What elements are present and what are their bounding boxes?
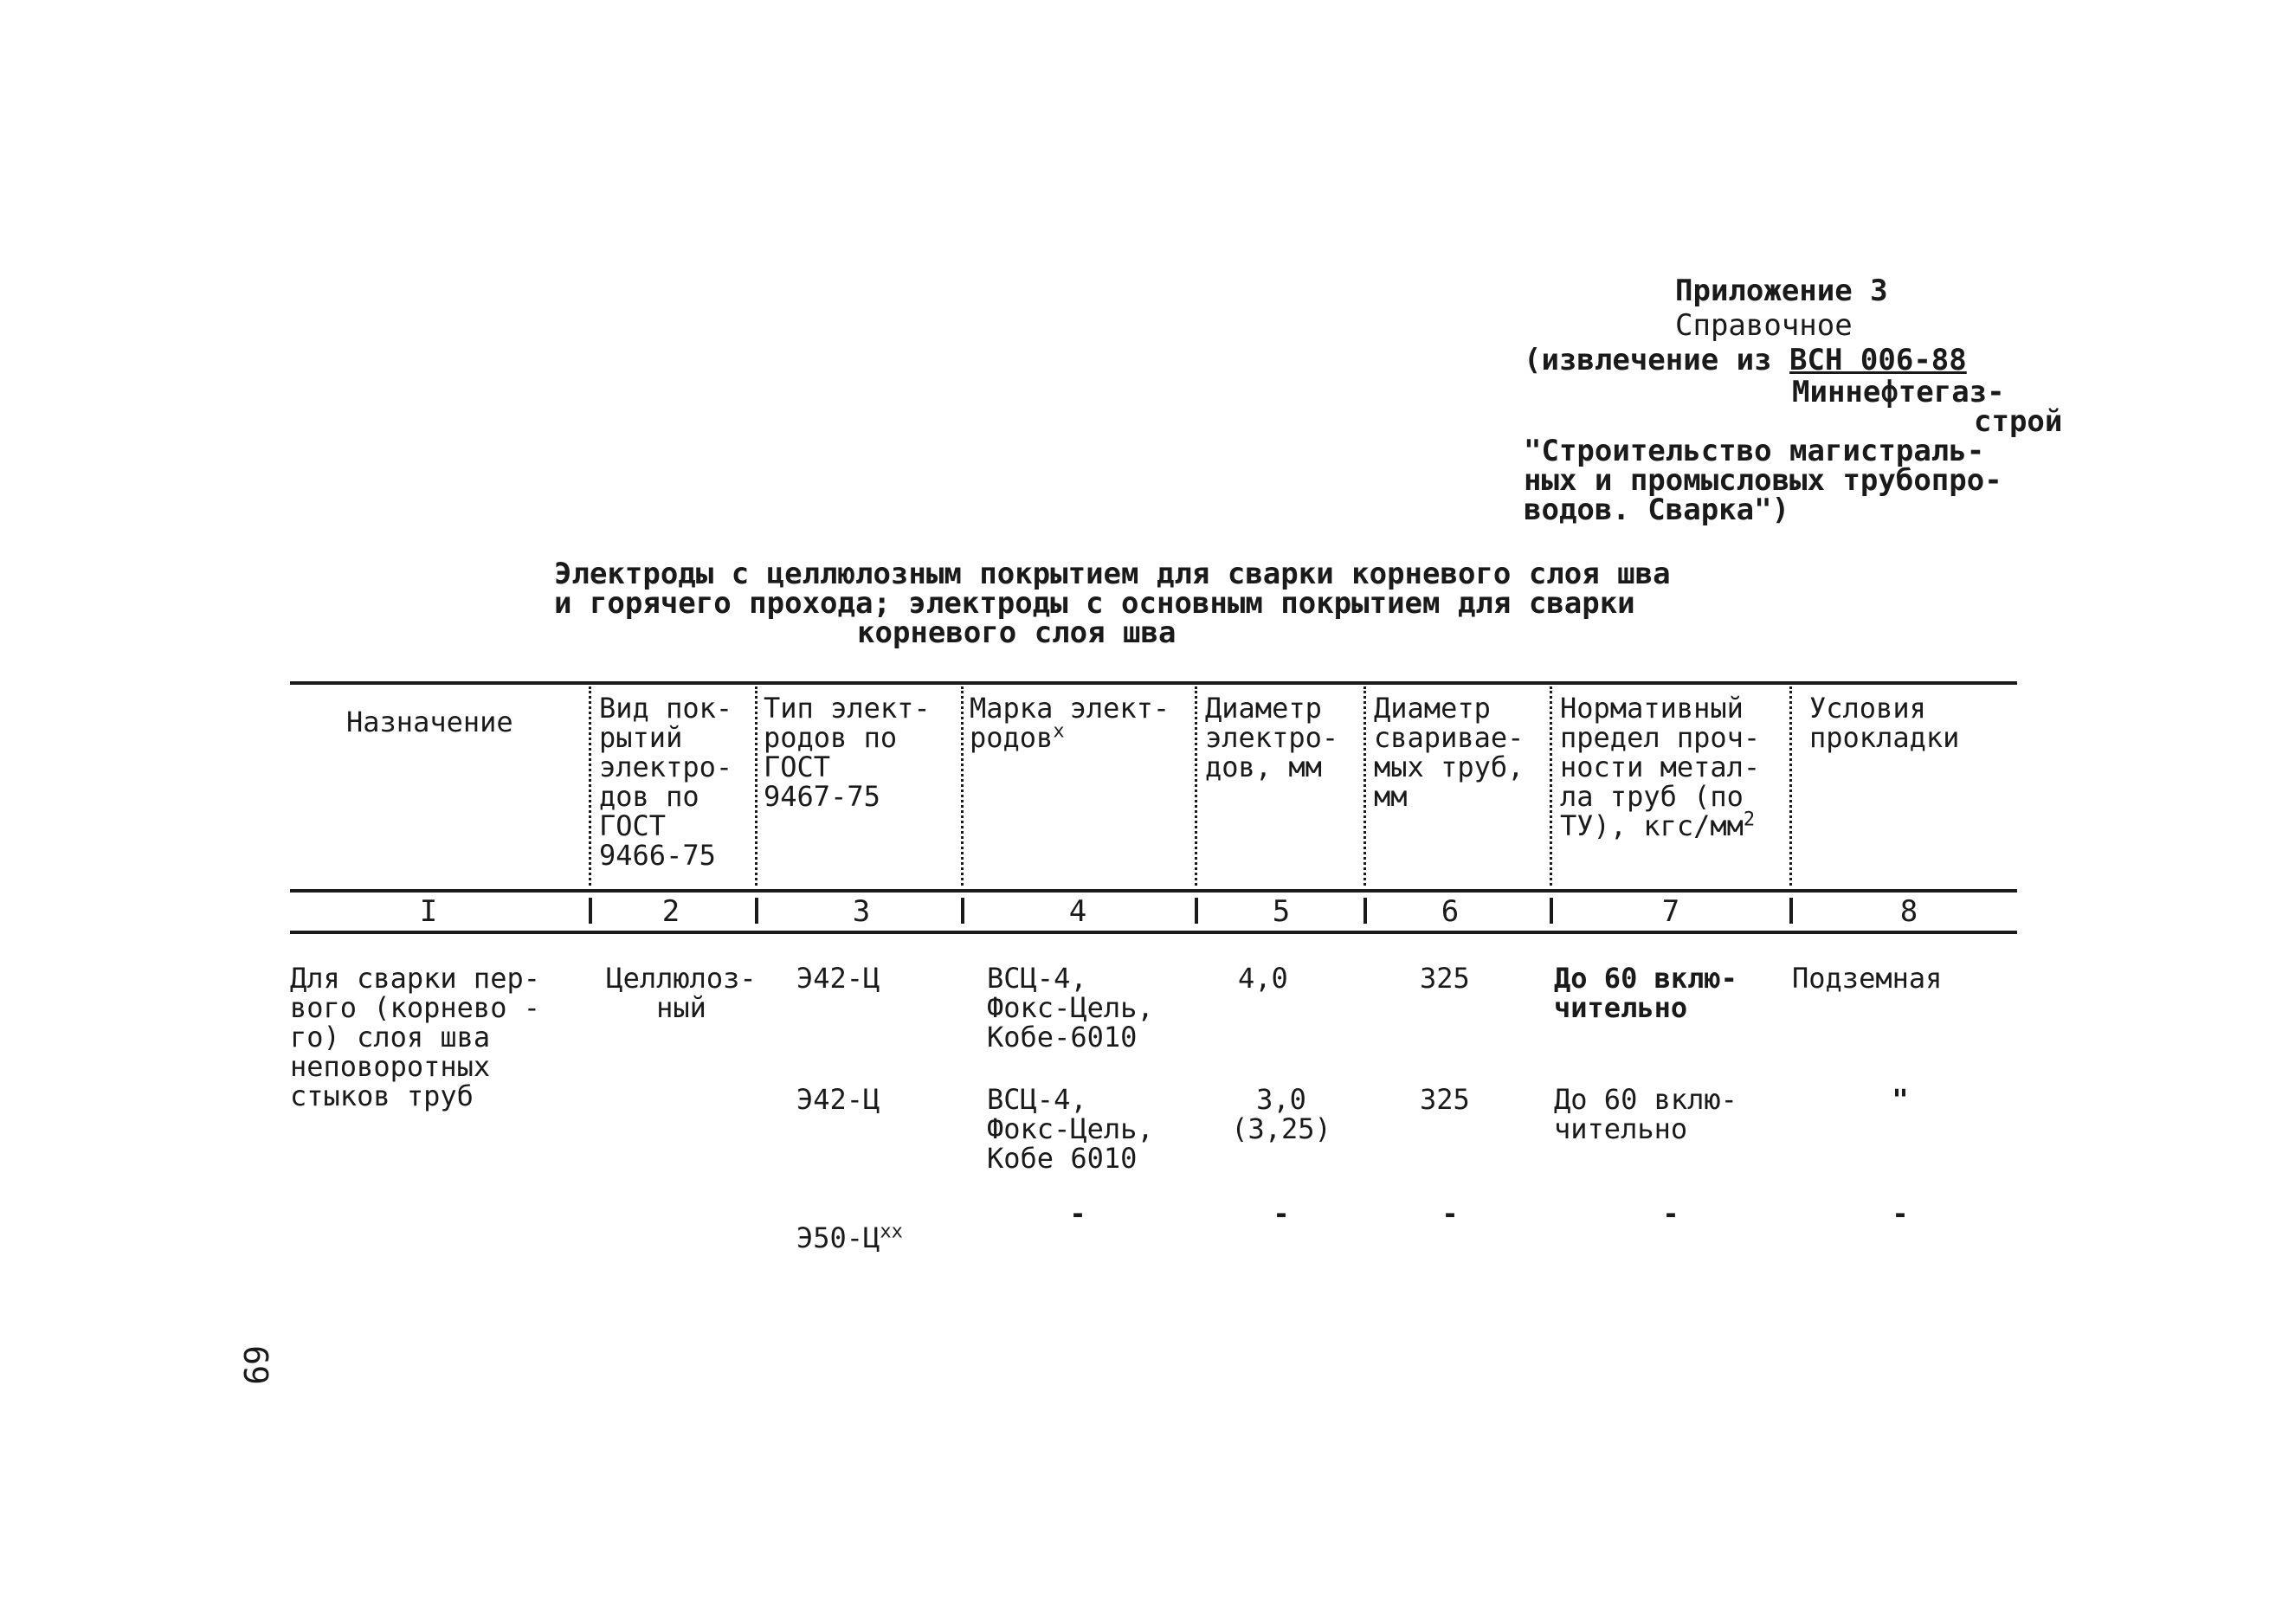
column-number: I: [419, 894, 438, 929]
brand-footnote-mark: х: [1053, 720, 1065, 743]
header-separator: [755, 686, 757, 886]
source-prefix: (извлечение из: [1524, 343, 1790, 377]
row3-electrode-brand: -: [1069, 1197, 1086, 1230]
caption-line-2: и горячего прохода; электроды с основным покрытием для сварки: [554, 586, 1635, 621]
number-separator: [589, 898, 592, 924]
header-bottom-rule: [290, 889, 2017, 893]
appendix-source: [1524, 343, 2043, 377]
header-laying-conditions: Условия прокладки: [1809, 692, 1960, 754]
header-separator: [1363, 686, 1366, 886]
header-separator: [961, 686, 964, 886]
square-mark: 2: [1743, 809, 1756, 831]
column-number: 7: [1661, 894, 1680, 929]
appendix-header: [1524, 274, 2063, 527]
row1-strength: До 60 вклю- чительно: [1554, 962, 1737, 1024]
doc-title-line-3: водов. Сварка"): [1524, 493, 1790, 527]
number-separator: [755, 898, 758, 924]
row1-electrode-diameter: 4,0: [1238, 962, 1288, 995]
row3-electrode-diameter: -: [1273, 1197, 1290, 1230]
number-separator: [1363, 898, 1367, 924]
caption-line-3: корневого слоя шва: [857, 615, 1177, 650]
number-separator: [961, 898, 964, 924]
row2-electrode-type: Э42-Ц: [796, 1083, 880, 1116]
page-number: 69: [235, 1345, 274, 1385]
number-separator: [1789, 898, 1793, 924]
header-electrode-diameter: Диаметр электро- дов, мм: [1205, 692, 1339, 783]
numbers-bottom-rule: [290, 931, 2017, 934]
header-electrode-type: Тип элект- родов по ГОСТ 9467-75: [764, 692, 931, 813]
row2-pipe-diameter: 325: [1420, 1083, 1470, 1116]
row3-type-label: Э50-Ц: [796, 1221, 880, 1254]
column-number: 8: [1899, 894, 1918, 929]
row2-electrode-brand: ВСЦ-4, Фокс-Цель, Кобе 6010: [987, 1083, 1154, 1175]
row1-electrode-brand: ВСЦ-4, Фокс-Цель, Кобе-6010: [987, 962, 1154, 1054]
row3-laying: -: [1892, 1197, 1909, 1230]
appendix-subtitle: Справочное: [1675, 308, 1853, 343]
header-purpose: Назначение: [346, 706, 513, 738]
header-separator: [1789, 686, 1792, 886]
caption-line-1: Электроды с целлюлозным покрытием для сварки корневого слоя шва: [554, 557, 1671, 591]
column-number: 2: [661, 894, 680, 929]
appendix-title: Приложение 3: [1675, 274, 1888, 308]
ministry-line-2: строй: [1974, 404, 2063, 439]
ministry-line-1: Миннефтегаз-: [1792, 375, 2005, 409]
row2-laying-ditto: ": [1892, 1083, 1909, 1116]
electrode-brand-label: Марка элект- родов: [970, 692, 1170, 754]
number-separator: [1550, 898, 1553, 924]
number-separator: [1195, 898, 1198, 924]
header-separator: [589, 686, 591, 886]
column-number: 6: [1441, 894, 1460, 929]
header-pipe-diameter: Диаметр сваривае- мых труб, мм: [1374, 692, 1525, 813]
table-top-rule: [290, 681, 2017, 685]
coating-cell: Целлюлоз- ный: [606, 962, 757, 1024]
row1-laying: Подземная: [1792, 962, 1943, 995]
row3-pipe-diameter: -: [1441, 1197, 1459, 1230]
strength-limit-label: Нормативный предел проч- ности метал- ла труб (по ТУ), кгс/мм: [1560, 692, 1761, 842]
row3-footnote-mark: хх: [880, 1221, 903, 1243]
header-separator: [1195, 686, 1197, 886]
header-electrode-brand: [970, 693, 1195, 752]
doc-title-line-2: ных и промысловых трубопро-: [1524, 463, 2002, 498]
table-caption: [554, 559, 1766, 648]
header-separator: [1550, 686, 1552, 886]
row2-strength: До 60 вклю- чительно: [1554, 1083, 1737, 1145]
column-number: 3: [852, 894, 871, 929]
purpose-cell: Для сварки пер- вого (корнево - го) слоя шва неповоротных стыков труб: [290, 962, 540, 1112]
column-number: 4: [1068, 894, 1087, 929]
row3-strength: -: [1662, 1197, 1679, 1230]
doc-title-line-1: "Строительство магистраль-: [1524, 434, 1985, 468]
source-document: ВСН 006-88: [1789, 343, 1967, 377]
column-number: 5: [1272, 894, 1291, 929]
row1-pipe-diameter: 325: [1420, 962, 1470, 995]
row3-electrode-type: [796, 1223, 970, 1253]
header-strength-limit: [1560, 693, 1794, 841]
row2-electrode-diameter: 3,0 (3,25): [1231, 1083, 1331, 1145]
row1-electrode-type: Э42-Ц: [796, 962, 880, 995]
header-coating-type: Вид пок- рытий электро- дов по ГОСТ 9466-75: [599, 692, 733, 872]
